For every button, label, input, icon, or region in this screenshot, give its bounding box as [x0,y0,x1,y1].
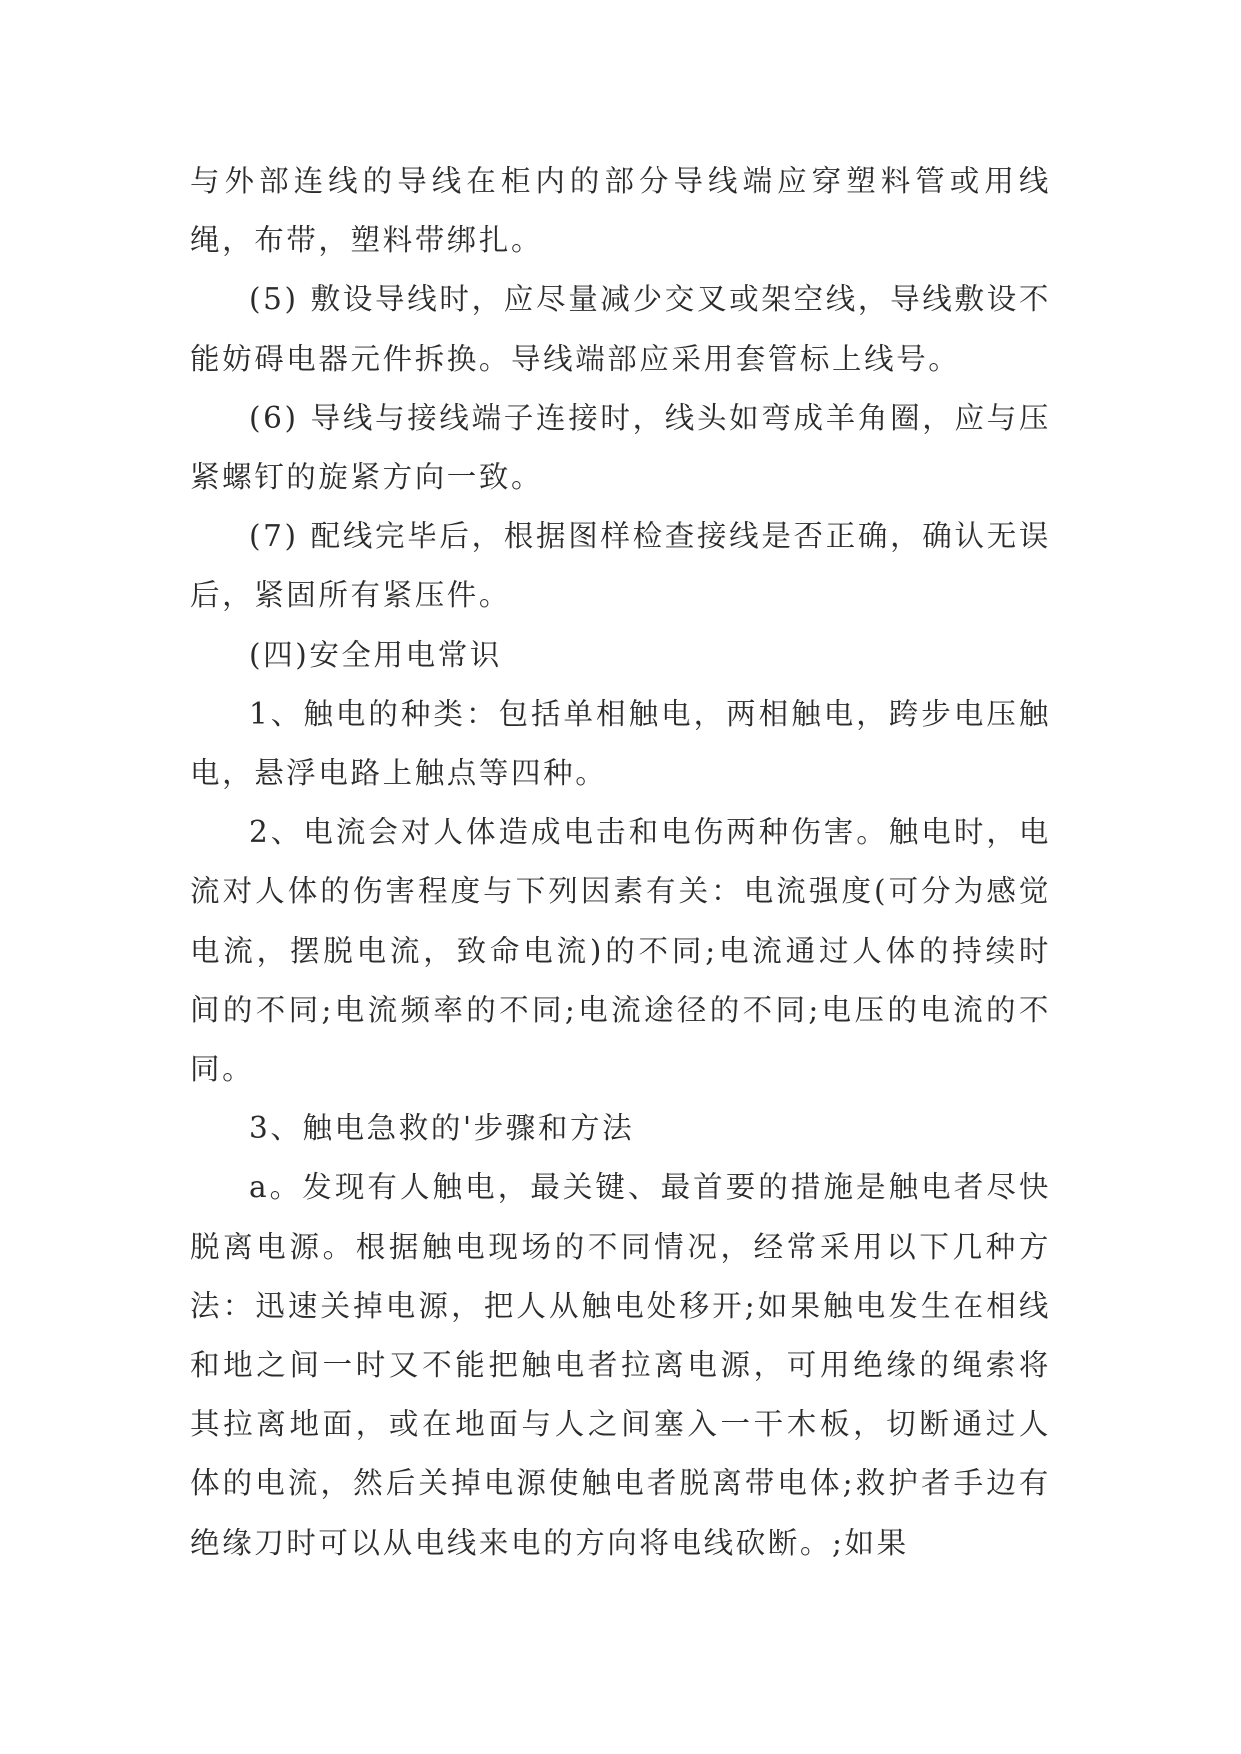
paragraph-item-7: (7) 配线完毕后，根据图样检查接线是否正确，确认无误后，紧固所有紧压件。 [190,519,1051,613]
paragraph-item-6: (6) 导线与接线端子连接时，线头如弯成羊角圈，应与压紧螺钉的旋紧方向一致。 [190,400,1051,495]
paragraph-shock-types: 1、触电的种类：包括单相触电，两相触电，跨步电压触电，悬浮电路上触点等四种。 [190,696,1051,791]
paragraph-current-harm: 2、电流会对人体造成电击和电伤两种伤害。触电时，电流对人体的伤害程度与下列因素有关：电流强度(可分为感觉电流，摆脱电流，致命电流)的不同;电流通过人体的持续时间的不同;电流频率的不同;电流途径的不同;电压的电流的不同。 [190,815,1051,1087]
paragraph-item-5: (5) 敷设导线时，应尽量减少交叉或架空线，导线敷设不能妨碍电器元件拆换。导线端部应采用套管标上线号。 [190,282,1051,376]
section-heading-safety: (四)安全用电常识 [249,637,502,672]
paragraph-rescue-heading: 3、触电急救的'步骤和方法 [249,1111,635,1146]
document-body [190,152,1051,1573]
paragraph-wire-bundling: 与外部连线的导线在柜内的部分导线端应穿塑料管或用线绳，布带，塑料带绑扎。 [190,164,1051,258]
paragraph-rescue-steps: a。发现有人触电，最关键、最首要的措施是触电者尽快脱离电源。根据触电现场的不同情况，经常采用以下几种方法：迅速关掉电源，把人从触电处移开;如果触电发生在相线和地之间一时又不能把触电者拉离电源，可用绝缘的绳索将其拉离地面，或在地面与人之间塞入一干木板，切断通过人体的电流，然后关掉电源使触电者脱离带电体;救护者手边有绝缘刀时可以从电线来电的方向将电线砍断。;如果 [190,1170,1051,1560]
